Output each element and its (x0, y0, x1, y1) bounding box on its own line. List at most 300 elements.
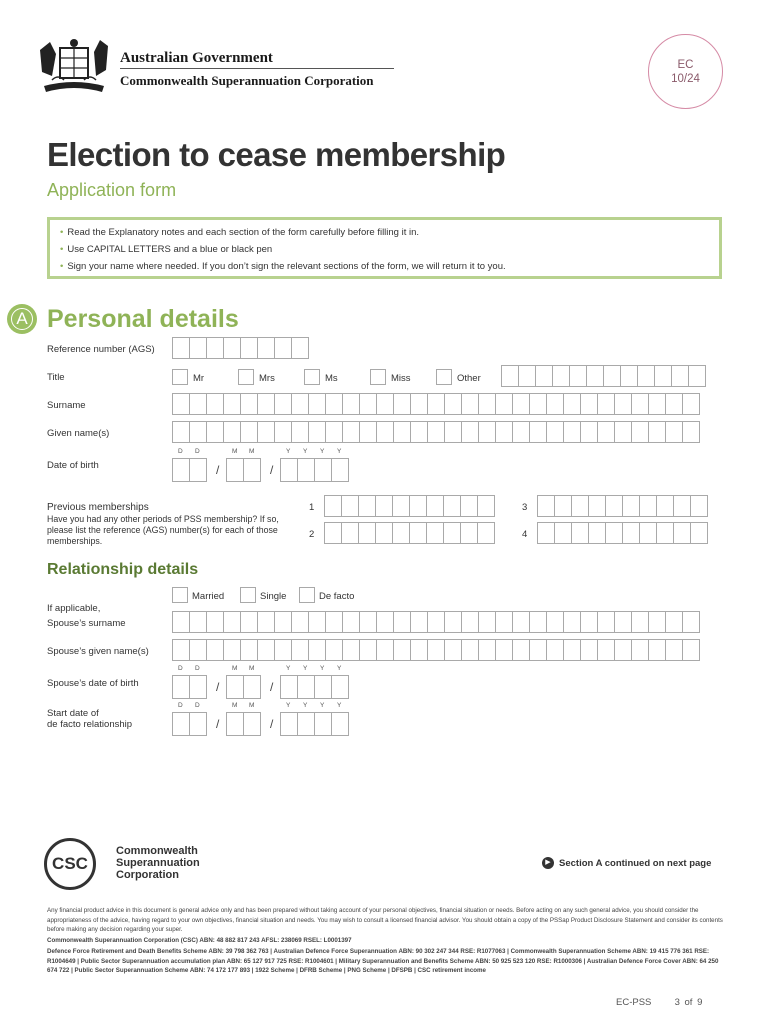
date-box[interactable] (280, 712, 298, 736)
coat-of-arms-icon (34, 36, 114, 100)
title-mr-checkbox[interactable] (172, 369, 188, 385)
page-title: Election to cease membership (47, 136, 506, 173)
char-box[interactable] (588, 522, 606, 544)
char-box[interactable] (324, 522, 342, 544)
char-box[interactable] (308, 421, 326, 443)
agency-name: Commonwealth Superannuation Corporation (120, 73, 374, 88)
date-box[interactable] (314, 458, 332, 482)
spouse-date-of-birth-field[interactable] (172, 665, 362, 703)
date-separator: / (216, 680, 220, 694)
char-box[interactable] (546, 611, 564, 633)
char-box[interactable] (529, 639, 547, 661)
char-box[interactable] (206, 337, 224, 359)
char-box[interactable] (648, 393, 666, 415)
char-box[interactable] (376, 393, 394, 415)
reference-number-field[interactable] (172, 337, 308, 359)
date-of-birth-field[interactable] (172, 448, 362, 486)
date-box[interactable] (280, 458, 298, 482)
char-box[interactable] (223, 639, 241, 661)
char-box[interactable] (512, 611, 530, 633)
char-box[interactable] (665, 393, 683, 415)
char-box[interactable] (580, 639, 598, 661)
date-box[interactable] (243, 458, 261, 482)
char-box[interactable] (240, 639, 258, 661)
single-label: Single (260, 591, 287, 602)
char-box[interactable] (189, 337, 207, 359)
char-box[interactable] (409, 522, 427, 544)
char-box[interactable] (512, 639, 530, 661)
char-box[interactable] (563, 421, 581, 443)
char-box[interactable] (460, 522, 478, 544)
char-box[interactable] (495, 393, 513, 415)
char-box[interactable] (682, 639, 700, 661)
char-box[interactable] (563, 393, 581, 415)
char-box[interactable] (376, 639, 394, 661)
csc-logo: CSC (44, 838, 96, 890)
char-box[interactable] (325, 611, 343, 633)
previous-memberships-label: Previous memberships (47, 502, 149, 513)
membership-4-field[interactable] (537, 522, 707, 544)
char-box[interactable] (688, 365, 706, 387)
title-miss-checkbox[interactable] (370, 369, 386, 385)
date-box[interactable] (172, 712, 190, 736)
char-box[interactable] (580, 611, 598, 633)
char-box[interactable] (444, 421, 462, 443)
government-title: Australian Government (120, 50, 273, 66)
char-box[interactable] (392, 495, 410, 517)
csc-logo-text: Commonwealth Superannuation Corporation (116, 845, 200, 881)
char-box[interactable] (495, 421, 513, 443)
char-box[interactable] (529, 611, 547, 633)
title-mrs-checkbox[interactable] (238, 369, 254, 385)
char-box[interactable] (631, 639, 649, 661)
char-box[interactable] (257, 639, 275, 661)
date-box[interactable] (172, 675, 190, 699)
char-box[interactable] (622, 495, 640, 517)
char-box[interactable] (240, 393, 258, 415)
char-box[interactable] (393, 639, 411, 661)
char-box[interactable] (682, 421, 700, 443)
char-box[interactable] (461, 421, 479, 443)
char-box[interactable] (597, 421, 615, 443)
char-box[interactable] (240, 421, 258, 443)
date-box[interactable] (331, 458, 349, 482)
single-checkbox[interactable] (240, 587, 256, 603)
membership-number-1-label: 1 (309, 502, 315, 513)
char-box[interactable] (631, 611, 649, 633)
date-box[interactable] (280, 675, 298, 699)
char-box[interactable] (690, 495, 708, 517)
char-box[interactable] (172, 337, 190, 359)
char-box[interactable] (325, 421, 343, 443)
given-names-field[interactable] (172, 421, 699, 443)
char-box[interactable] (223, 611, 241, 633)
date-box[interactable] (297, 458, 315, 482)
char-box[interactable] (341, 522, 359, 544)
badge-version: 10/24 (671, 73, 700, 85)
char-box[interactable] (376, 611, 394, 633)
char-box[interactable] (325, 393, 343, 415)
char-box[interactable] (189, 639, 207, 661)
date-box[interactable] (189, 675, 207, 699)
char-box[interactable] (427, 393, 445, 415)
date-box[interactable] (243, 712, 261, 736)
char-box[interactable] (673, 522, 691, 544)
title-mrs-label: Mrs (259, 373, 275, 384)
header-rule (120, 68, 394, 69)
title-other-checkbox[interactable] (436, 369, 452, 385)
spouse-surname-field[interactable] (172, 611, 699, 633)
married-label: Married (192, 591, 225, 602)
date-letter: M (232, 702, 238, 709)
membership-number-2-label: 2 (309, 529, 315, 540)
char-box[interactable] (342, 611, 360, 633)
date-separator: / (270, 680, 274, 694)
date-letter: D (178, 665, 183, 672)
char-box[interactable] (495, 611, 513, 633)
char-box[interactable] (535, 365, 553, 387)
section-letter-badge: A (7, 304, 37, 334)
char-box[interactable] (223, 337, 241, 359)
title-label: Title (47, 372, 65, 383)
char-box[interactable] (206, 393, 224, 415)
start-date-label-line1: Start date of (47, 708, 99, 719)
char-box[interactable] (682, 393, 700, 415)
char-box[interactable] (342, 393, 360, 415)
bullet-icon: • (60, 244, 64, 255)
char-box[interactable] (580, 421, 598, 443)
page-subtitle: Application form (47, 180, 177, 200)
date-letter: M (249, 448, 255, 455)
char-box[interactable] (444, 639, 462, 661)
char-box[interactable] (410, 639, 428, 661)
char-box[interactable] (206, 611, 224, 633)
char-box[interactable] (291, 421, 309, 443)
date-box[interactable] (189, 712, 207, 736)
char-box[interactable] (605, 522, 623, 544)
date-letter: Y (320, 702, 325, 709)
char-box[interactable] (291, 639, 309, 661)
char-box[interactable] (393, 611, 411, 633)
char-box[interactable] (478, 611, 496, 633)
date-letter: Y (303, 448, 308, 455)
char-box[interactable] (427, 611, 445, 633)
char-box[interactable] (495, 639, 513, 661)
char-box[interactable] (597, 611, 615, 633)
date-letter: Y (286, 702, 291, 709)
bullet-icon: • (60, 261, 64, 272)
char-box[interactable] (274, 393, 292, 415)
char-box[interactable] (597, 639, 615, 661)
start-date-label-line2: de facto relationship (47, 719, 133, 730)
char-box[interactable] (393, 421, 411, 443)
char-box[interactable] (443, 495, 461, 517)
given-names-label: Given name(s) (47, 428, 110, 439)
char-box[interactable] (563, 639, 581, 661)
char-box[interactable] (546, 421, 564, 443)
char-box[interactable] (342, 421, 360, 443)
char-box[interactable] (631, 393, 649, 415)
char-box[interactable] (586, 365, 604, 387)
date-box[interactable] (226, 675, 244, 699)
disclaimer-text: Any financial product advice in this document is general advice only and has been prepared without taking account of your personal objectives, financial situation or needs. Before acting on any such general advice, you should consider the appropriateness of the advice, having regard to your own objectives, financial situation and needs. You may wish to consult a licensed financial advisor. You should obtain a copy of the PSSap Product Disclosure Statement and consider its contents before making any decision regarding your super. (47, 907, 723, 933)
char-box[interactable] (512, 393, 530, 415)
char-box[interactable] (529, 393, 547, 415)
char-box[interactable] (291, 393, 309, 415)
char-box[interactable] (512, 421, 530, 443)
reference-number-label: Reference number (AGS) (47, 344, 155, 355)
date-letter: Y (320, 448, 325, 455)
char-box[interactable] (359, 421, 377, 443)
spouse-given-names-label: Spouse’s given name(s) (47, 646, 149, 657)
date-box[interactable] (314, 675, 332, 699)
char-box[interactable] (358, 495, 376, 517)
de-facto-start-date-field[interactable] (172, 702, 362, 740)
char-box[interactable] (274, 639, 292, 661)
date-letter: D (178, 448, 183, 455)
date-box[interactable] (243, 675, 261, 699)
char-box[interactable] (257, 337, 275, 359)
date-letter: Y (337, 448, 342, 455)
char-box[interactable] (172, 421, 190, 443)
char-box[interactable] (552, 365, 570, 387)
char-box[interactable] (529, 421, 547, 443)
char-box[interactable] (359, 639, 377, 661)
char-box[interactable] (603, 365, 621, 387)
date-box[interactable] (331, 675, 349, 699)
char-box[interactable] (580, 393, 598, 415)
char-box[interactable] (274, 337, 292, 359)
date-separator: / (270, 463, 274, 477)
char-box[interactable] (240, 337, 258, 359)
date-letter: Y (337, 702, 342, 709)
char-box[interactable] (409, 495, 427, 517)
char-box[interactable] (690, 522, 708, 544)
date-box[interactable] (297, 675, 315, 699)
de-facto-checkbox[interactable] (299, 587, 315, 603)
char-box[interactable] (324, 495, 342, 517)
relationship-heading: Relationship details (47, 561, 199, 578)
char-box[interactable] (537, 522, 555, 544)
char-box[interactable] (654, 365, 672, 387)
char-box[interactable] (427, 421, 445, 443)
page-footer (616, 997, 702, 1008)
char-box[interactable] (656, 522, 674, 544)
date-box[interactable] (226, 712, 244, 736)
date-box[interactable] (189, 458, 207, 482)
char-box[interactable] (614, 393, 632, 415)
char-box[interactable] (639, 495, 657, 517)
instructions-box (47, 217, 722, 279)
char-box[interactable] (325, 639, 343, 661)
char-box[interactable] (206, 421, 224, 443)
char-box[interactable] (206, 639, 224, 661)
char-box[interactable] (588, 495, 606, 517)
date-letter: D (195, 448, 200, 455)
char-box[interactable] (620, 365, 638, 387)
char-box[interactable] (631, 421, 649, 443)
char-box[interactable] (614, 611, 632, 633)
char-box[interactable] (223, 393, 241, 415)
char-box[interactable] (614, 639, 632, 661)
char-box[interactable] (477, 495, 495, 517)
date-separator: / (270, 717, 274, 731)
date-box[interactable] (297, 712, 315, 736)
char-box[interactable] (648, 611, 666, 633)
date-letter: Y (320, 665, 325, 672)
spouse-given-names-field[interactable] (172, 639, 699, 661)
char-box[interactable] (554, 522, 572, 544)
married-checkbox[interactable] (172, 587, 188, 603)
char-box[interactable] (443, 522, 461, 544)
char-box[interactable] (308, 393, 326, 415)
date-separator: / (216, 463, 220, 477)
char-box[interactable] (682, 611, 700, 633)
char-box[interactable] (648, 639, 666, 661)
char-box[interactable] (172, 393, 190, 415)
title-miss-label: Miss (391, 373, 411, 384)
instruction-item: • Sign your name where needed. If you don’t sign the relevant sections of the form, we will return it to you. (60, 261, 506, 272)
date-letter: D (195, 702, 200, 709)
membership-number-3-label: 3 (522, 502, 528, 513)
char-box[interactable] (554, 495, 572, 517)
char-box[interactable] (546, 393, 564, 415)
char-box[interactable] (478, 393, 496, 415)
de-facto-label: De facto (319, 591, 355, 602)
char-box[interactable] (375, 522, 393, 544)
bullet-icon: • (60, 227, 64, 238)
char-box[interactable] (461, 639, 479, 661)
date-letter: Y (286, 448, 291, 455)
char-box[interactable] (308, 611, 326, 633)
date-box[interactable] (172, 458, 190, 482)
char-box[interactable] (614, 421, 632, 443)
char-box[interactable] (393, 393, 411, 415)
title-ms-checkbox[interactable] (304, 369, 320, 385)
char-box[interactable] (274, 611, 292, 633)
char-box[interactable] (665, 639, 683, 661)
char-box[interactable] (501, 365, 519, 387)
char-box[interactable] (648, 421, 666, 443)
char-box[interactable] (172, 639, 190, 661)
date-box[interactable] (331, 712, 349, 736)
date-letter: M (249, 665, 255, 672)
title-mr-label: Mr (193, 373, 205, 384)
spouse-date-of-birth-label: Spouse’s date of birth (47, 678, 139, 689)
char-box[interactable] (359, 611, 377, 633)
char-box[interactable] (410, 611, 428, 633)
membership-number-4-label: 4 (522, 529, 528, 540)
title-other-field[interactable] (501, 365, 705, 387)
if-applicable-label: If applicable, (47, 603, 101, 614)
char-box[interactable] (410, 393, 428, 415)
date-letter: D (195, 665, 200, 672)
date-letter: M (249, 702, 255, 709)
continued-notice: ▶ Section A continued on next page (542, 857, 711, 869)
char-box[interactable] (461, 611, 479, 633)
char-box[interactable] (665, 611, 683, 633)
char-box[interactable] (257, 611, 275, 633)
char-box[interactable] (597, 393, 615, 415)
form-code-badge (648, 34, 723, 109)
char-box[interactable] (342, 639, 360, 661)
char-box[interactable] (427, 639, 445, 661)
char-box[interactable] (308, 639, 326, 661)
char-box[interactable] (639, 522, 657, 544)
date-box[interactable] (314, 712, 332, 736)
char-box[interactable] (426, 495, 444, 517)
badge-code: EC (677, 59, 694, 71)
char-box[interactable] (671, 365, 689, 387)
char-box[interactable] (477, 522, 495, 544)
char-box[interactable] (240, 611, 258, 633)
char-box[interactable] (444, 393, 462, 415)
section-title: Personal details (47, 305, 239, 333)
char-box[interactable] (673, 495, 691, 517)
char-box[interactable] (546, 639, 564, 661)
char-box[interactable] (291, 611, 309, 633)
surname-label: Surname (47, 400, 86, 411)
char-box[interactable] (341, 495, 359, 517)
char-box[interactable] (189, 421, 207, 443)
char-box[interactable] (274, 421, 292, 443)
char-box[interactable] (563, 611, 581, 633)
char-box[interactable] (656, 495, 674, 517)
char-box[interactable] (257, 421, 275, 443)
page-number: 3 of 9 (674, 997, 703, 1008)
char-box[interactable] (291, 337, 309, 359)
char-box[interactable] (376, 421, 394, 443)
char-box[interactable] (444, 611, 462, 633)
char-box[interactable] (665, 421, 683, 443)
surname-field[interactable] (172, 393, 699, 415)
title-other-label: Other (457, 373, 481, 384)
char-box[interactable] (257, 393, 275, 415)
date-box[interactable] (226, 458, 244, 482)
char-box[interactable] (375, 495, 393, 517)
char-box[interactable] (359, 393, 377, 415)
char-box[interactable] (571, 522, 589, 544)
char-box[interactable] (392, 522, 410, 544)
char-box[interactable] (605, 495, 623, 517)
date-letter: M (232, 448, 238, 455)
char-box[interactable] (460, 495, 478, 517)
char-box[interactable] (622, 522, 640, 544)
char-box[interactable] (518, 365, 536, 387)
char-box[interactable] (478, 639, 496, 661)
char-box[interactable] (637, 365, 655, 387)
char-box[interactable] (571, 495, 589, 517)
char-box[interactable] (410, 421, 428, 443)
char-box[interactable] (569, 365, 587, 387)
membership-1-field[interactable] (324, 495, 494, 517)
date-letter: M (232, 665, 238, 672)
char-box[interactable] (537, 495, 555, 517)
char-box[interactable] (426, 522, 444, 544)
char-box[interactable] (358, 522, 376, 544)
membership-2-field[interactable] (324, 522, 494, 544)
char-box[interactable] (172, 611, 190, 633)
date-letter: D (178, 702, 183, 709)
title-ms-label: Ms (325, 373, 338, 384)
char-box[interactable] (461, 393, 479, 415)
char-box[interactable] (478, 421, 496, 443)
char-box[interactable] (189, 393, 207, 415)
schemes-text: Defence Force Retirement and Death Benefits Scheme ABN: 39 798 362 763 | Australian Defence Force Superannuation ABN: 90 302 247 344 RSE: R1077063 | Commonwealth Superannuation Scheme ABN: 19 415 776 361 RSE: R1004649 | Public Sector Superannuation accumulation plan ABN: 65 127 917 725 RSE: R1004601 | Military Superannuation and Benefits Scheme ABN: 50 925 523 120 RSE: R1000306 | Australian Defence Force Cover ABN: 64 250 674 722 | Public Sector Superannuation Scheme ABN: 74 172 177 893 | 1922 Scheme | DFRB Scheme | PNG Scheme | DFSPB | CSC retirement income (47, 948, 719, 974)
char-box[interactable] (189, 611, 207, 633)
membership-3-field[interactable] (537, 495, 707, 517)
char-box[interactable] (223, 421, 241, 443)
